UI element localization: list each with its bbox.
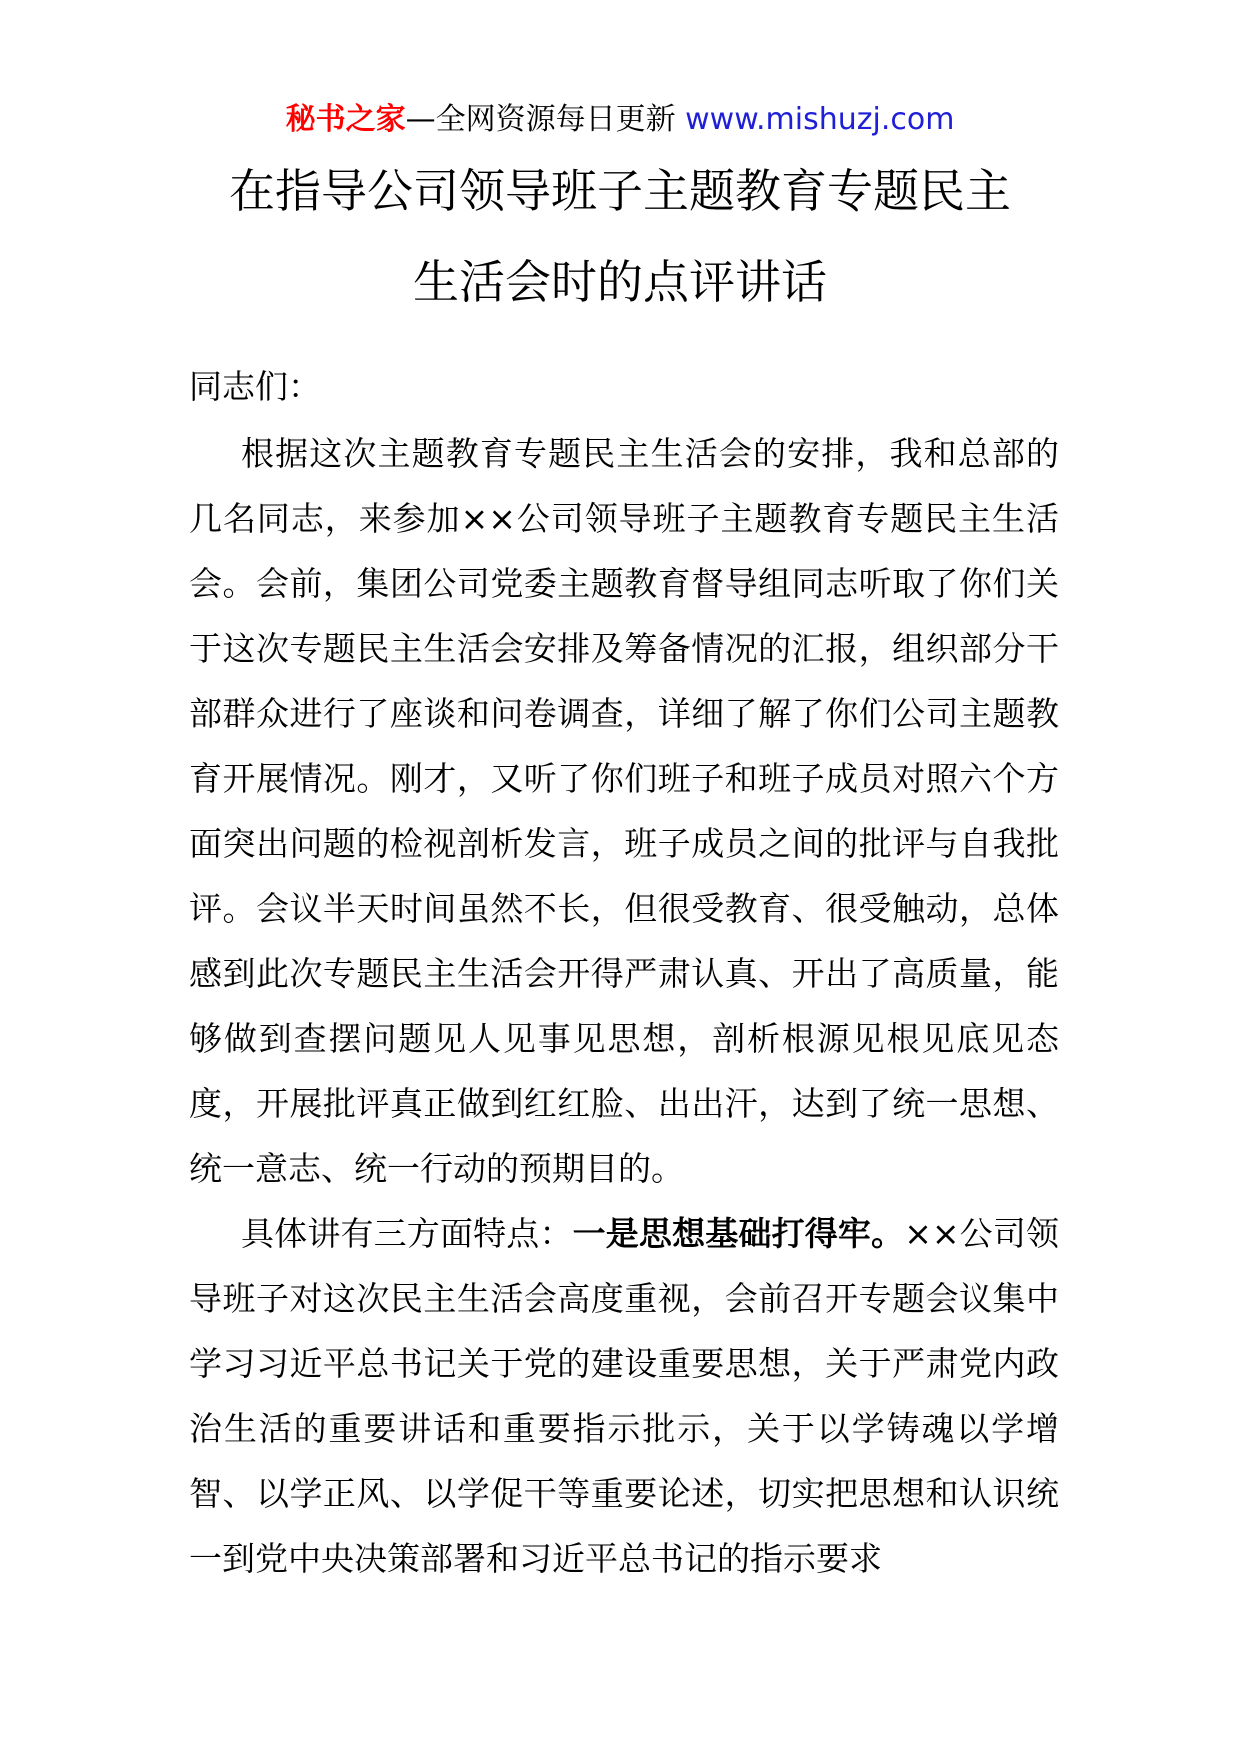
- paragraph-2-rest: ××公司领导班子对这次民主生活会高度重视，会前召开专题会议集中学习习近平总书记关于党的建设重要思想，关于严肃党内政治生活的重要讲话和重要指示批示，关于以学铸魂以学增智、以学正风、以学促干等重要论述，切实把思想和认识统一到党中央决策部署和习近平总书记的指示要求: [189, 1214, 1060, 1578]
- header-slogan: —全网资源每日更新: [405, 102, 686, 137]
- site-url[interactable]: www.mishuzj.com: [685, 102, 955, 137]
- paragraph-1: 根据这次主题教育专题民主生活会的安排，我和总部的几名同志，来参加××公司领导班子主题教育专题民主生活会。会前，集团公司党委主题教育督导组同志听取了你们关于这次专题民主生活会安排及筹备情况的汇报，组织部分干部群众进行了座谈和问卷调查，详细了解了你们公司主题教育开展情况。刚才，又听了你们班子和班子成员对照六个方面突出问题的检视剖析发言，班子成员之间的批评与自我批评。会议半天时间虽然不长，但很受教育、很受触动，总体感到此次专题民主生活会开得严肃认真、开出了高质量，能够做到查摆问题见人见事见思想，剖析根源见根见底见态度，开展批评真正做到红红脸、出出汗，达到了统一思想、统一意志、统一行动的预期目的。: [189, 434, 1059, 1188]
- document-body: [189, 354, 1059, 1591]
- paragraph-2-bold-point: 一是思想基础打得牢。: [572, 1214, 905, 1253]
- brand-name: 秘书之家: [285, 102, 406, 137]
- salutation: 同志们：: [189, 367, 321, 406]
- document-title-line-2: 生活会时的点评讲话: [413, 255, 827, 309]
- document-title-line-1: 在指导公司领导班子主题教育专题民主: [229, 164, 1011, 218]
- paragraph-2: [189, 1201, 1059, 1591]
- site-header: [0, 100, 1240, 140]
- paragraph-2-lead: 具体讲有三方面特点：: [241, 1214, 573, 1253]
